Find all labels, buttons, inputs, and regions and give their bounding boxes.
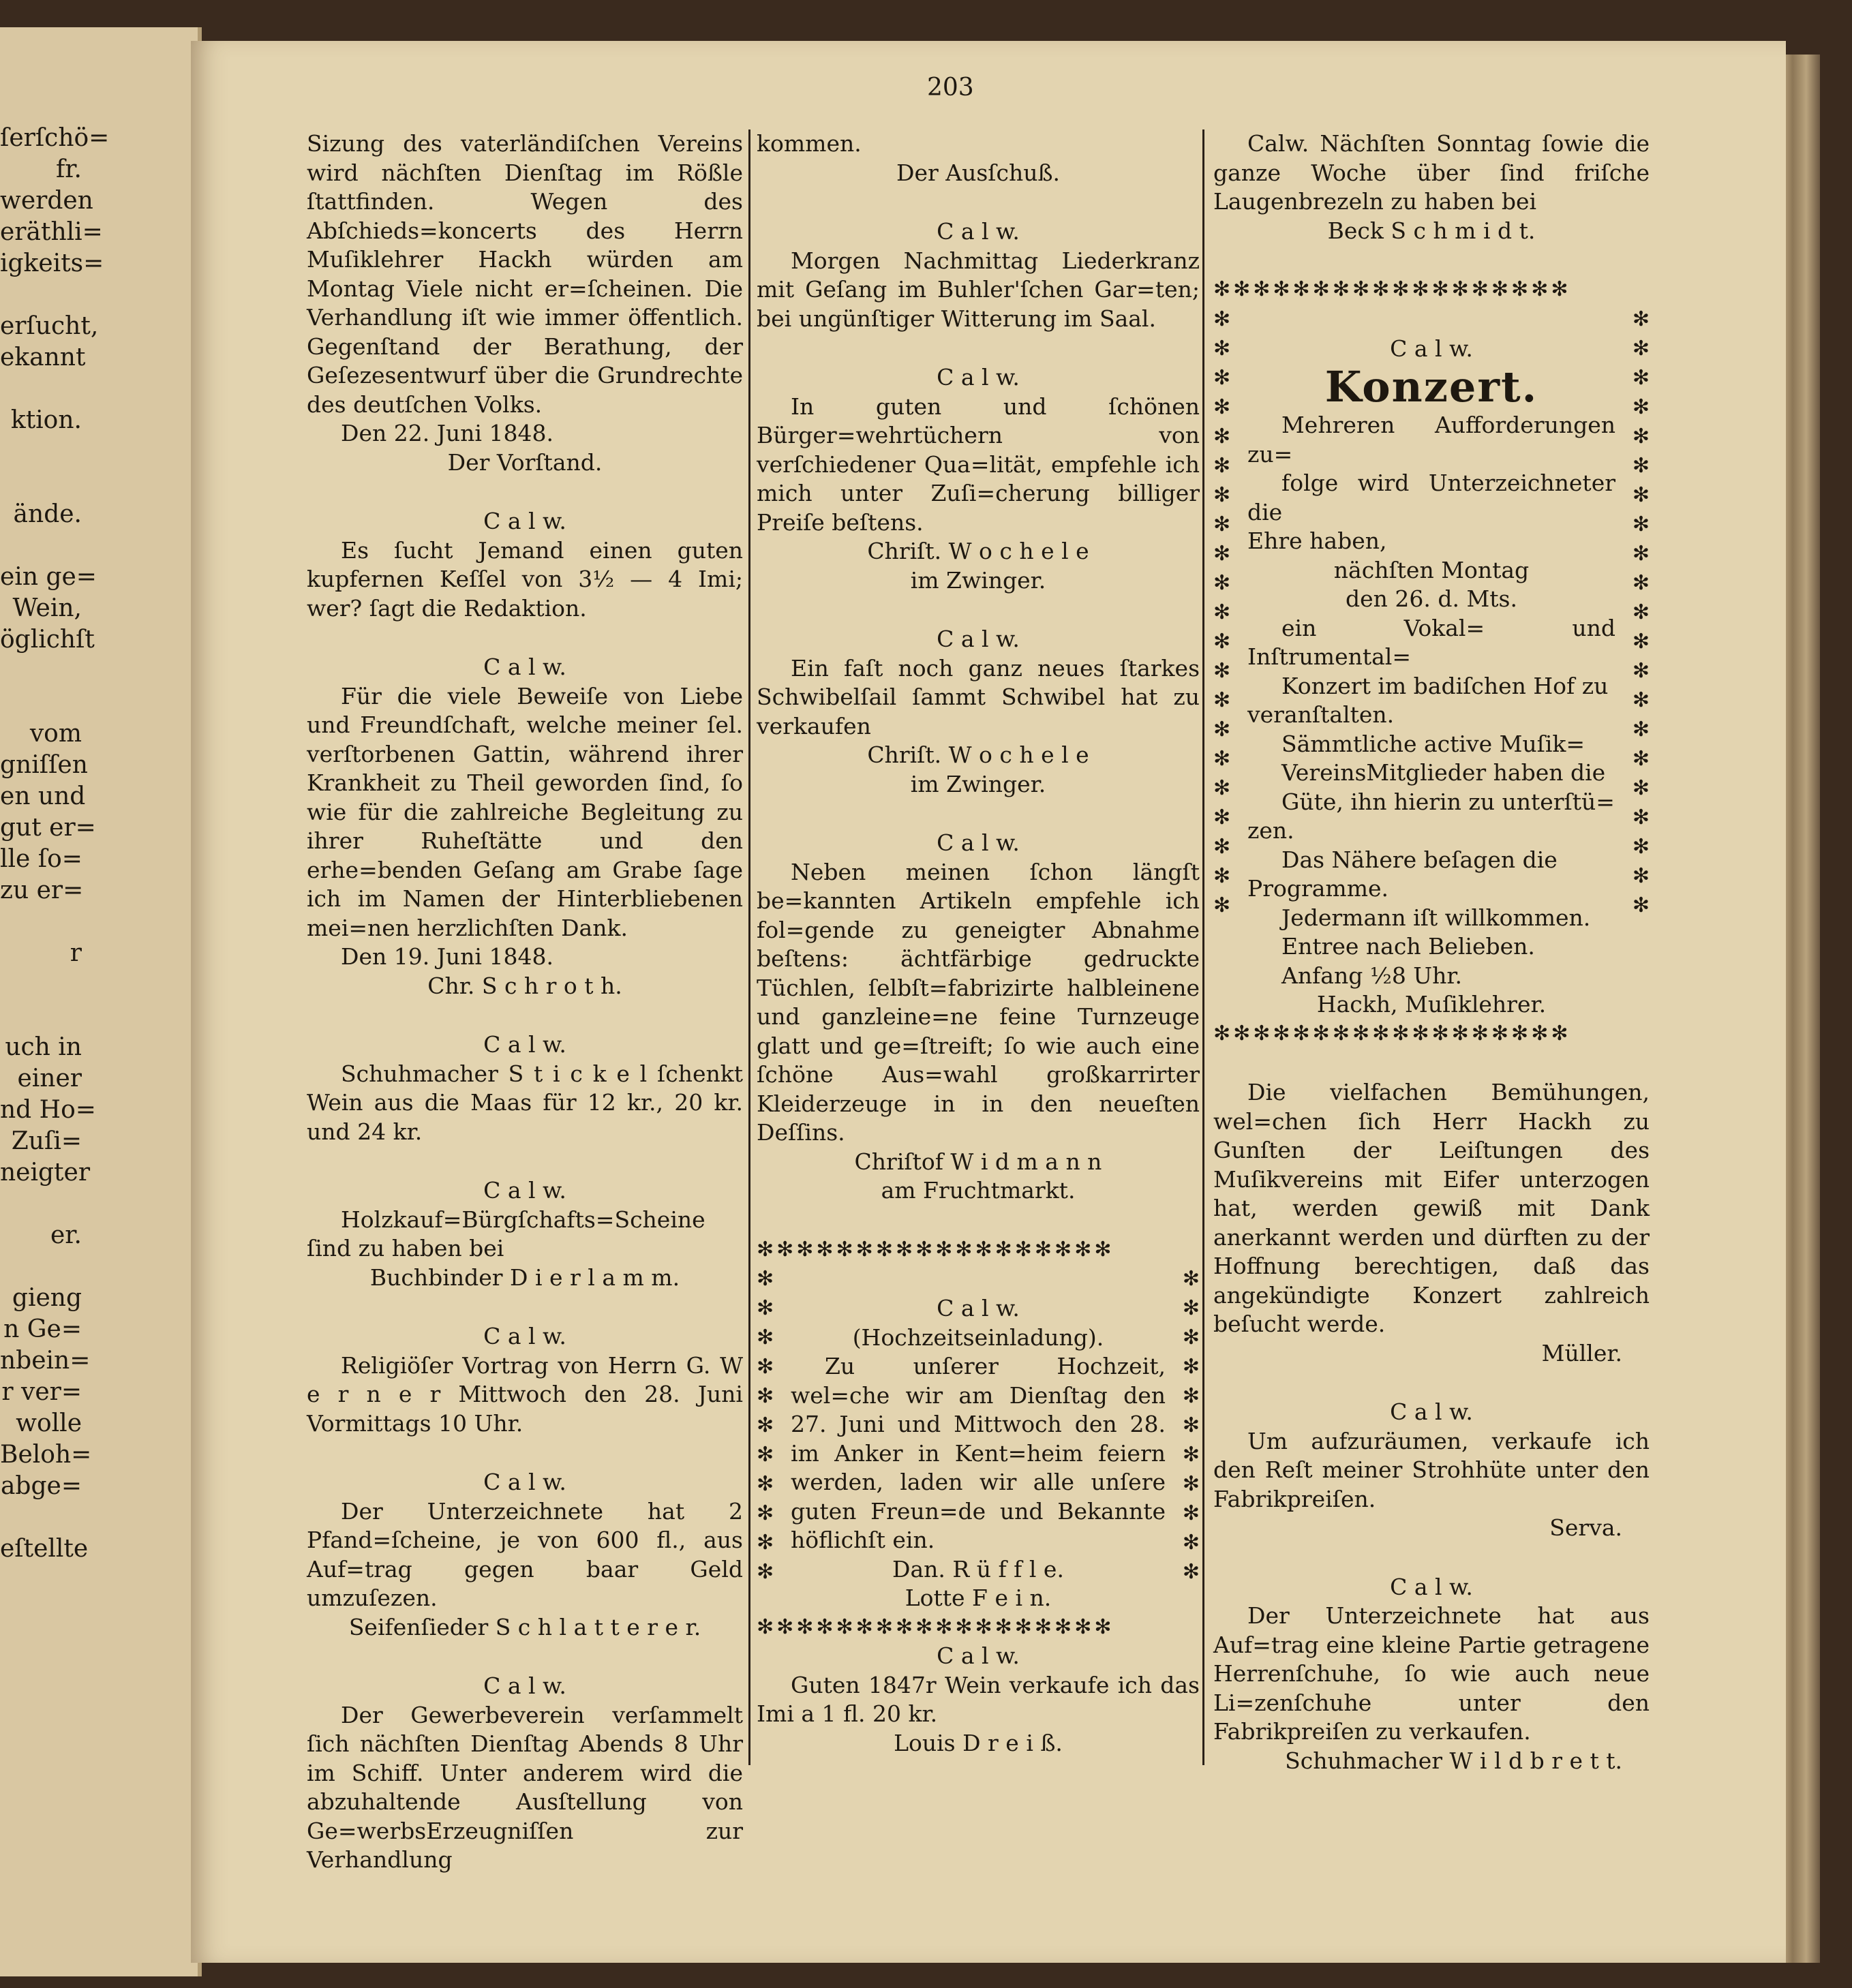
left-fragment-line: uch in [5, 1033, 82, 1061]
concert-line: zen. [1247, 817, 1294, 844]
text-line: In guten und ſchönen Bürger=wehrtüchern von verſchiedener Qua=lität, empfehle ich mich unter Zuſi=cherung billiger Preiſe beſtens. [757, 393, 1200, 536]
left-fragment-line: nd Ho= [0, 1096, 96, 1124]
text-line: Morgen Nachmittag Liederkranz mit Geſang im Buhler'ſchen Gar=ten; bei ungünſtiger Witterung im Saal. [757, 247, 1200, 332]
text-line: Louis D r e i ß. [894, 1729, 1063, 1756]
left-fragment-line [0, 1000, 198, 1032]
star-border-bottom: ✻✻✻✻✻✻✻✻✻✻✻✻✻✻✻✻✻✻ [757, 1615, 1114, 1639]
text-line: Schuhmacher S t i c k e l ſchenkt Wein aus die Maas für 12 kr., 20 kr. und 24 kr. [307, 1060, 743, 1145]
spacer [791, 1264, 1166, 1294]
left-fragment-line: eräthli= [0, 218, 103, 246]
text-line: im Zwinger. [910, 566, 1046, 594]
text-line: Chr. S c h r o t h. [427, 972, 622, 999]
left-fragment-line: vom [29, 720, 82, 748]
spacer [307, 1292, 743, 1322]
text-line: Neben meinen ſchon längſt be=kannten Artikeln empfehle ich fol=gende zu geneigter Abnahme beſtens: ächtfärbige gedruckte Tüchlen, ſelbſt=fabrizirte halbleinene und ganzleine=ne feine Turnzeuge glatt und ge=ſtreift; ſo wie auch eine ſchöne Aus=wahl großkarrirter Kleiderzeuge in in den neueſten Deſſins. [757, 858, 1200, 1146]
left-fragment-line: r ver= [1, 1378, 82, 1406]
left-fragment-line: erſucht, [0, 312, 99, 340]
text-line: C a l w. [1390, 1398, 1473, 1425]
left-fragment-line: fr. [55, 155, 82, 183]
text-line: Religiöſer Vortrag von Herrn G. W e r n e r Mittwoch den 28. Juni Vormittags 10 Uhr. [307, 1351, 743, 1437]
spacer [757, 333, 1200, 363]
spacer [757, 187, 1200, 217]
text-line: Guten 1847r Wein verkaufe ich das Imi a 1 fl. 20 kr. [757, 1671, 1200, 1727]
left-fragment-line: gieng [12, 1284, 82, 1312]
text-line: Schuhmacher W i l d b r e t t. [1285, 1747, 1622, 1774]
left-fragment-line: ekannt [0, 343, 86, 371]
spacer [1213, 1543, 1650, 1573]
wedding-signature: Dan. R ü f f l e. [892, 1555, 1064, 1582]
left-fragment-line: zu er= [0, 876, 84, 904]
concert-line: Jedermann iſt willkommen. [1281, 904, 1591, 931]
spacer [307, 477, 743, 507]
left-fragment-line: igkeits= [0, 249, 104, 277]
left-page-fragment [0, 27, 202, 1976]
concert-line: Hackh, Muſiklehrer. [1316, 991, 1547, 1018]
left-fragment-line [0, 1251, 198, 1283]
spacer [307, 1438, 743, 1468]
left-fragment-line [0, 468, 198, 499]
concert-line: Entree nach Belieben. [1281, 933, 1535, 960]
left-fragment-line [0, 436, 198, 468]
text-line: Der Ausſchuß. [896, 159, 1060, 186]
concert-place: C a l w. [1390, 335, 1473, 362]
text-line: Den 22. Juni 1848. [341, 420, 553, 446]
text-line: Der Vorſtand. [447, 448, 603, 476]
text-line: C a l w. [1390, 1573, 1473, 1600]
left-fragment-line: n Ge= [3, 1315, 82, 1343]
text-line: Chriſt. W o c h e l e [867, 741, 1089, 768]
spacer [307, 1146, 743, 1176]
text-line: C a l w. [483, 1031, 566, 1058]
left-fragment-line: lle ſo= [0, 845, 82, 873]
left-fragment-line [0, 530, 198, 562]
text-line: Chriſt. W o c h e l e [867, 538, 1089, 564]
spacer [1247, 305, 1615, 335]
left-fragment-line [0, 656, 198, 687]
left-fragment-line: öglichſt [0, 626, 95, 654]
left-fragment-line: r [70, 939, 82, 967]
column-1 [307, 129, 743, 1875]
spacer [1213, 245, 1650, 275]
concert-line: Programme. [1247, 875, 1389, 902]
column-2 [757, 129, 1200, 1758]
text-line: Müller. [1541, 1339, 1622, 1366]
text-line: Es ſucht Jemand einen guten kupfernen Keſſel von 3½ — 4 Imi; wer? ſagt die Redaktion. [307, 536, 743, 622]
left-fragment-line: ſerſchö= [0, 124, 110, 152]
left-fragment-line: abge= [0, 1472, 82, 1500]
concert-line: den 26. d. Mts. [1346, 585, 1517, 612]
concert-title: Konzert. [1324, 362, 1538, 412]
concert-line: Anfang ½8 Uhr. [1281, 962, 1463, 989]
concert-line: veranſtalten. [1247, 701, 1395, 728]
concert-line: Ehre haben, [1247, 527, 1387, 554]
star-border-top: ✻✻✻✻✻✻✻✻✻✻✻✻✻✻✻✻✻✻ [757, 1237, 1114, 1261]
star-border-left: ✻ ✻ ✻ ✻ ✻ ✻ ✻ ✻ ✻ ✻ ✻ [757, 1267, 774, 1584]
text-line: Ein faſt noch ganz neues ſtarkes Schwibelſail ſammt Schwibel hat zu verkaufen [757, 654, 1200, 739]
spacer [1213, 1048, 1650, 1078]
spacer [1213, 1368, 1650, 1398]
concert-line: Sämmtliche active Muſik= [1281, 730, 1585, 757]
text-line: C a l w. [483, 508, 566, 534]
spacer [757, 595, 1200, 625]
left-fragment-line: gut er= [0, 814, 96, 842]
left-fragment-line: gniſſen [0, 751, 88, 779]
left-fragment-line [0, 969, 198, 1000]
text-line: kommen. [757, 130, 862, 157]
left-fragment-line [0, 373, 198, 405]
text-line: C a l w. [937, 364, 1020, 391]
star-border-top: ✻✻✻✻✻✻✻✻✻✻✻✻✻✻✻✻✻✻ [1213, 277, 1571, 301]
text-line: Der Unterzeichnete hat 2 Pfand=ſcheine, je von 600 fl., aus Auf=trag gegen baar Geld umzuſezen. [307, 1497, 743, 1611]
text-line: C a l w. [483, 1469, 566, 1495]
left-page-text [0, 123, 198, 1565]
text-line: Für die viele Beweiſe von Liebe und Freundſchaft, welche meiner ſel. verſtorbenen Gattin, während ihrer Krankheit zu Theil geworden ſind, ſo wie für die zahlreiche Begleitung zu ihrer Ruheſtätte und den erhe=benden Geſang am Grabe ſage ich im Namen der Hinterbliebenen mei=nen herzlichſten Dank. [307, 682, 743, 941]
spacer [307, 623, 743, 653]
text-line: C a l w. [937, 829, 1020, 856]
left-fragment-line: eſtellte [0, 1535, 89, 1563]
text-line: Den 19. Juni 1848. [341, 943, 553, 970]
left-fragment-line: ktion. [10, 406, 82, 434]
left-fragment-line: wolle [16, 1409, 82, 1437]
column-rule-2 [1202, 129, 1204, 1765]
text-line: C a l w. [937, 218, 1020, 245]
text-line: Calw. Nächſten Sonntag ſowie die ganze Woche über ſind friſche Laugenbrezeln zu haben bei [1213, 130, 1650, 215]
star-border-right: ✻ ✻ ✻ ✻ ✻ ✻ ✻ ✻ ✻ ✻ ✻ [1182, 1267, 1200, 1584]
star-border-left: ✻ ✻ ✻ ✻ ✻ ✻ ✻ ✻ ✻ ✻ ✻ ✻ ✻ ✻ ✻ ✻ ✻ ✻ ✻ ✻ ✻ [1213, 307, 1231, 917]
text-line: Seifenſieder S c h l a t t e r e r. [348, 1613, 701, 1640]
left-fragment-line: werden [0, 187, 93, 215]
text-line: C a l w. [937, 1642, 1020, 1669]
text-line: Die vielfachen Bemühungen, wel=chen ſich Herr Hackh zu Gunſten der Leiſtungen des Muſikvereins mit Eifer unterzogen hat, werden gewiß mit Dank anerkannt werden und dürften zu der Hoffnung berechtigen, daß das angekündigte Konzert zahlreich beſucht werde. [1213, 1079, 1650, 1337]
text-line: im Zwinger. [910, 770, 1046, 797]
text-line: am Fruchtmarkt. [881, 1177, 1076, 1204]
concert-line: Das Nähere beſagen die [1281, 846, 1558, 873]
text-line: Buchbinder D i e r l a m m. [369, 1264, 680, 1291]
spacer [307, 1642, 743, 1672]
concert-line: Güte, ihn hierin zu unterſtü= [1281, 788, 1615, 815]
left-fragment-line: Beloh= [0, 1441, 92, 1469]
wedding-announcement [757, 1264, 1200, 1613]
text-line: Der Gewerbeverein verſammelt ſich nächſten Dienſtag Abends 8 Uhr im Schiff. Unter anderem wird die abzuhaltende Ausſtellung von Ge=werbsErzeugniſſen zur Verhandlung [307, 1701, 743, 1873]
concert-line: Konzert im badiſchen Hof zu [1281, 672, 1609, 699]
left-fragment-line: en und [0, 782, 86, 810]
concert-line: nächſten Montag [1333, 556, 1530, 583]
spacer [757, 799, 1200, 829]
concert-line: Mehreren Aufforderungen zu= [1247, 412, 1615, 468]
text-line: C a l w. [483, 1323, 566, 1349]
left-fragment-line: er. [50, 1221, 82, 1249]
concert-announcement [1213, 305, 1650, 1020]
wedding-signature: Lotte F e i n. [905, 1585, 1052, 1611]
left-fragment-line [0, 279, 198, 311]
column-3 [1213, 129, 1650, 1775]
left-fragment-line: Wein, [12, 594, 82, 622]
text-line: Sizung des vaterländiſchen Vereins wird nächſten Dienſtag im Rößle ſtattfinden. Wegen des Abſchieds=koncerts des Herrn Muſiklehrer Hackh würden am Montag Viele nicht er=ſcheinen. Die Verhandlung iſt wie immer öffentlich. Gegenſtand der Berathung, der Geſezesentwurf über die Grundrechte des deutſchen Volks. [307, 130, 743, 418]
concert-line: folge wird Unterzeichneter die [1247, 470, 1615, 525]
text-line: Der Unterzeichnete hat aus Auf=trag eine kleine Partie getragene Herrenſchuhe, ſo wie auch neue Li=zenſchuhe unter den Fabrikpreiſen zu verkaufen. [1213, 1602, 1650, 1745]
left-fragment-line: neigter [0, 1159, 91, 1187]
text-line: Beck S c h m i d t. [1327, 217, 1536, 244]
left-fragment-line [0, 687, 198, 718]
page-number: 203 [927, 74, 974, 102]
spacer [757, 1206, 1200, 1236]
star-border-right: ✻ ✻ ✻ ✻ ✻ ✻ ✻ ✻ ✻ ✻ ✻ ✻ ✻ ✻ ✻ ✻ ✻ ✻ ✻ ✻ ✻ [1632, 307, 1650, 917]
left-fragment-line [0, 1189, 198, 1220]
text-line: C a l w. [483, 1672, 566, 1699]
text-line: Chriſtof W i d m a n n [854, 1148, 1102, 1175]
left-fragment-line: einer [17, 1065, 82, 1092]
left-fragment-line: ände. [13, 500, 82, 528]
concert-line: ein Vokal= und Inſtrumental= [1247, 614, 1615, 670]
text-line: C a l w. [483, 654, 566, 680]
text-line: Um aufzuräumen, verkaufe ich den Reſt meiner Strohhüte unter den Fabrikpreiſen. [1213, 1427, 1650, 1512]
star-border-bottom: ✻✻✻✻✻✻✻✻✻✻✻✻✻✻✻✻✻✻ [1213, 1021, 1571, 1045]
left-fragment-line: Zuſi= [11, 1127, 82, 1155]
left-fragment-line [0, 1502, 198, 1533]
text-line: Holzkauf=Bürgſchafts=Scheine ſind zu haben bei [307, 1206, 705, 1261]
column-rule-1 [748, 129, 750, 1765]
text-line: C a l w. [483, 1177, 566, 1204]
wedding-place: C a l w. [937, 1295, 1020, 1321]
spacer [307, 1000, 743, 1030]
text-line: Serva. [1549, 1514, 1622, 1541]
wedding-subtitle: (Hochzeitseinladung). [852, 1324, 1104, 1351]
text-line: C a l w. [937, 626, 1020, 652]
wedding-text: Zu unſerer Hochzeit, wel=che wir am Dienſtag den 27. Juni und Mittwoch den 28. im Anker in Kent=heim feiern werden, laden wir alle unſere guten Freun=de und Bekannte höflichſt ein. [791, 1353, 1166, 1553]
concert-line: VereinsMitglieder haben die [1281, 759, 1606, 786]
left-fragment-line: ein ge= [0, 563, 97, 591]
left-fragment-line [0, 906, 198, 938]
left-fragment-line: nbein= [0, 1347, 91, 1375]
